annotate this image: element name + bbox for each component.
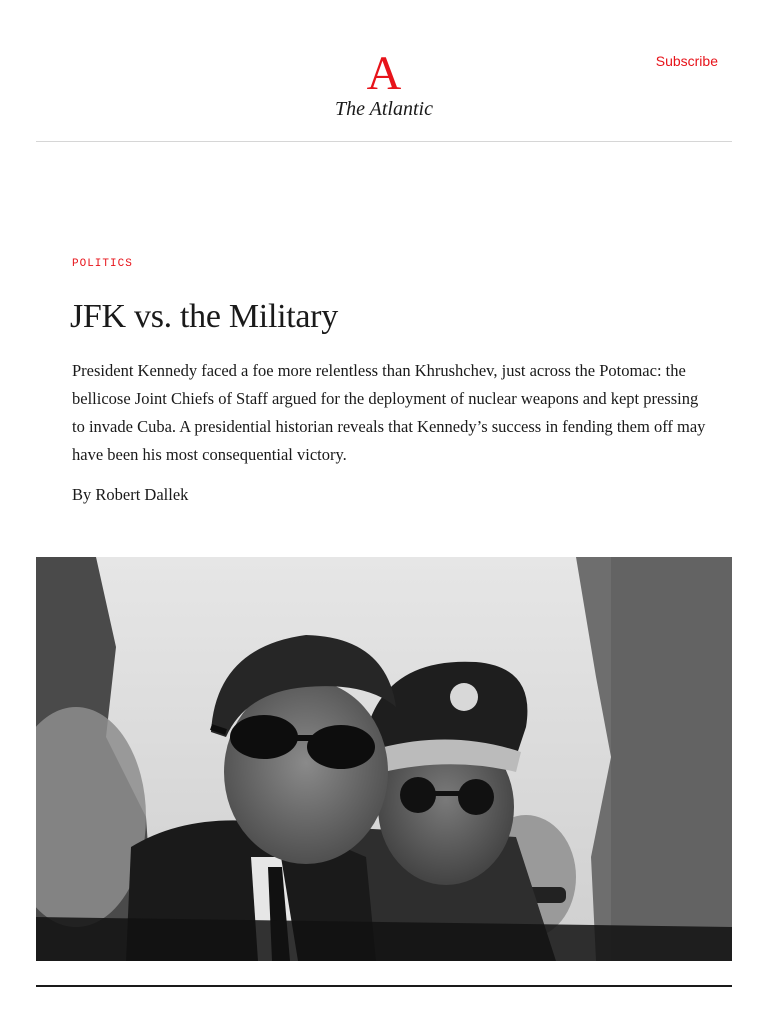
author-link[interactable]: Robert Dallek (95, 485, 189, 504)
byline-prefix: By (72, 485, 92, 504)
byline (72, 484, 188, 506)
bottom-divider (36, 985, 732, 987)
lead-photo (36, 557, 732, 961)
masthead (0, 0, 768, 142)
section-label[interactable]: POLITICS (72, 258, 133, 270)
header-divider (36, 141, 732, 142)
subscribe-link[interactable]: Subscribe (655, 53, 718, 69)
article-headline: JFK vs. the Military (70, 298, 338, 335)
article-dek: President Kennedy faced a foe more relentless than Khrushchev, just across the Potomac: the bellicose Joint Chiefs of Staff argued for the deployment of nuclear weapons and kept pressing to invade Cuba. A presidential historian reveals that Kennedy’s success in fending them off may have been his most consequential victory. (72, 361, 706, 464)
logo-a-mark: A (366, 47, 402, 100)
logo-wordmark: The Atlantic (335, 98, 433, 120)
atlantic-logo[interactable] (0, 47, 768, 120)
photo-illustration (36, 557, 732, 961)
